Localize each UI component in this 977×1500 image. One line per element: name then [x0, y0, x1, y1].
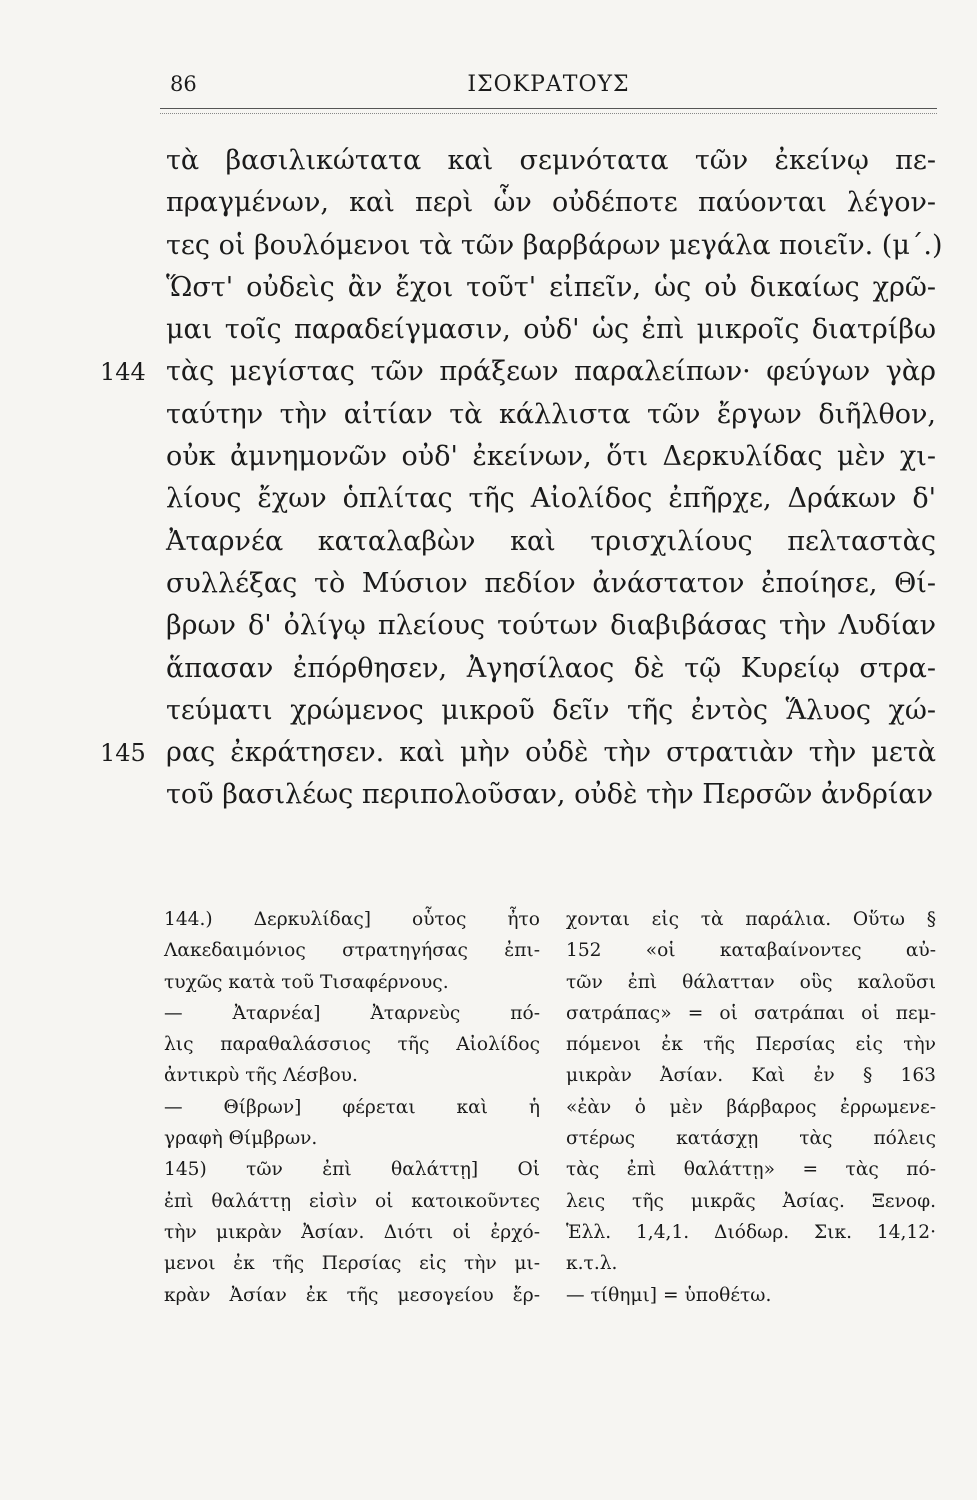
text-line: συλλέξας τὸ Μύσιον πεδίον ἀνάστατον ἐποίησε, Θί- [166, 567, 936, 599]
note-line: κρὰν Ἀσίαν ἐκ τῆς μεσογείου ἔρ- [164, 1284, 540, 1306]
note-line: κ.τ.λ. [566, 1253, 618, 1275]
note-line: 145) τῶν ἐπὶ θαλάττῃ] Οἱ [164, 1159, 540, 1181]
note-line: τῶν ἐπὶ θάλατταν οὓς καλοῦσι [566, 971, 936, 993]
text-line: μαι τοῖς παραδείγμασιν, οὐδ' ὡς ἐπὶ μικροῖς διατρίβω [166, 314, 936, 346]
section-number: 145 [100, 739, 146, 768]
running-title: ΙΣΟΚΡΑΤΟΥΣ [467, 72, 630, 97]
text-line: ταύτην τὴν αἰτίαν τὰ κάλλιστα τῶν ἔργων διῆλθον, [166, 398, 936, 430]
text-line: 145 ρας ἐκράτησεν. καὶ μὴν οὐδὲ τὴν στρατιὰν τὴν μετὰ [0, 732, 977, 774]
note-line: τὴν μικρὰν Ἀσίαν. Διότι οἱ ἐρχό- [164, 1221, 540, 1243]
note-line: μικρὰν Ἀσίαν. Καὶ ἐν § 163 [566, 1065, 936, 1087]
text-line: οὐκ ἀμνημονῶν οὐδ' ἐκείνων, ὅτι Δερκυλίδας μὲν χι- [166, 441, 936, 473]
notes-right-column [566, 904, 936, 1311]
text-line: πραγμένων, καὶ περὶ ὧν οὐδέποτε παύονται λέγον- [166, 187, 936, 219]
note-line: σατράπας» = οἱ σατράπαι οἱ πεμ- [566, 1002, 936, 1024]
text-line: τεύματι χρώμενος μικροῦ δεῖν τῆς ἐντὸς Ἅλυος χώ- [166, 694, 936, 726]
note-line: τὰς ἐπὶ θαλάττῃ» = τὰς πό- [566, 1159, 936, 1181]
note-line: ἀντικρὺ τῆς Λέσβου. [164, 1065, 358, 1087]
text-line: Ὥστ' οὐδεὶς ἂν ἔχοι τοῦτ' εἰπεῖν, ὡς οὐ δικαίως χρῶ- [166, 271, 936, 303]
note-line: 144.) Δερκυλίδας] οὗτος ἦτο [164, 909, 540, 930]
text-line: Ἀταρνέα καταλαβὼν καὶ τρισχιλίους πελταστὰς [166, 525, 936, 557]
text-line: ἅπασαν ἐπόρθησεν, Ἀγησίλαος δὲ τῷ Κυρείῳ στρα- [166, 652, 936, 684]
note-line: μενοι ἐκ τῆς Περσίας εἰς τὴν μι- [164, 1253, 540, 1275]
note-line: Λακεδαιμόνιος στρατηγήσας ἐπι- [164, 940, 540, 962]
header-rule [160, 108, 937, 114]
note-line: — Θίβρων] φέρεται καὶ ἡ [164, 1096, 540, 1118]
text-line: 144 τὰς μεγίστας τῶν πράξεων παραλείπων· φεύγων γὰρ [0, 351, 977, 393]
note-line: λις παραθαλάσσιος τῆς Αἰολίδος [164, 1034, 540, 1056]
text-line: λίους ἔχων ὁπλίτας τῆς Αἰολίδος ἐπῆρχε, Δράκων δ' [166, 483, 936, 515]
main-text [0, 140, 977, 817]
text-line: τὰ βασιλικώτατα καὶ σεμνότατα τῶν ἐκείνῳ πε- [166, 145, 936, 176]
notes-left-column [164, 904, 540, 1311]
note-line: 152 «οἱ καταβαίνοντες αὐ- [566, 940, 936, 962]
note-line: πόμενοι ἐκ τῆς Περσίας εἰς τὴν [566, 1034, 936, 1056]
note-line: — τίθημι] = ὑποθέτω. [566, 1284, 772, 1306]
section-number: 144 [100, 358, 146, 387]
note-line: «ἐὰν ὁ μὲν βάρβαρος ἐρρωμενε- [566, 1096, 936, 1118]
note-line: στέρως κατάσχῃ τὰς πόλεις [566, 1128, 936, 1150]
text-line: τες οἱ βουλόμενοι τὰ τῶν βαρβάρων μεγάλα ποιεῖν. (μ΄.) [166, 229, 943, 261]
page-number: 86 [170, 72, 197, 96]
note-line: τυχῶς κατὰ τοῦ Τισαφέρνους. [164, 971, 449, 993]
note-line: ἐπὶ θαλάττῃ εἰσὶν οἱ κατοικοῦντες [164, 1190, 540, 1212]
note-line: — Ἀταρνέα] Ἀταρνεὺς πό- [164, 1002, 540, 1024]
note-line: Ἑλλ. 1,4,1. Διόδωρ. Σικ. 14,12· [566, 1221, 936, 1243]
note-line: γραφὴ Θίμβρων. [164, 1128, 318, 1150]
page-header [160, 72, 937, 104]
note-line: χονται εἰς τὰ παράλια. Οὕτω § [566, 909, 936, 930]
text-line: τοῦ βασιλέως περιπολοῦσαν, οὐδὲ τὴν Περσῶν ἀνδρίαν [166, 779, 934, 811]
text-line: βρων δ' ὀλίγῳ πλείους τούτων διαβιβάσας τὴν Λυδίαν [166, 610, 936, 642]
note-line: λεις τῆς μικρᾶς Ἀσίας. Ξενοφ. [566, 1190, 936, 1212]
